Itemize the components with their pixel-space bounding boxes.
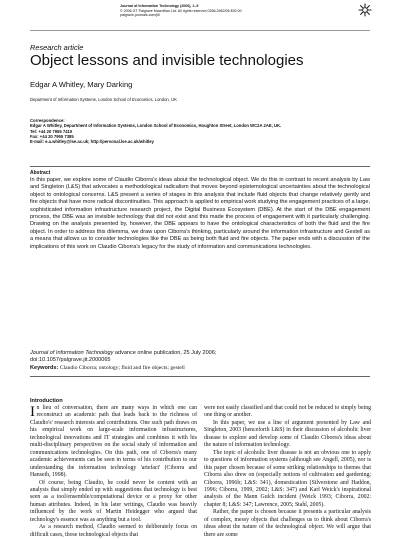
keywords-label: Keywords: (30, 365, 59, 371)
body-paragraph: Rather, the paper is chosen because it presents a particular analysis of complex, messy objects that challenges us to think about Ciborra's ideas about the nature of the technological object. We will argue that there are some (204, 509, 371, 538)
body-paragraph: The topic of alcoholic liver disease is not an obvious one to apply to questions of information systems (although see Angell, 2005), nor is this paper chosen because of some striking relationships to themes that Ciborra also drew on (especially notions of cultivation and gardening; Ciborra, 1996b; L&S: 341), domestication (Silverstone and Haddon, 1996; Ciborra, 1999, 2002; L&S: 347) and Karl Weick's inspirational analysis of the Mann Gulch incident (Weick 1993; Ciborra, 2002: chapter 8; L&S: 347; Lawrence, 2005; Stahl, 2005). (204, 449, 371, 508)
body-paragraph: Of course, being Claudio, he could never be content with an analysis that simply ended up with suggestions that technology is best seen as a tool/ensemble/computational device or a proxy for other human attributes. Indeed, in his later writings, Claudio was heavily influenced by the work of Martin Heidegger who argued that technology's essence was as anything but a tool. (30, 479, 197, 523)
citation-details: advance online publication, 25 July 2006; (113, 350, 217, 356)
abstract-bottom-rule (30, 376, 370, 377)
body-paragraph: As a research method, Claudio seemed to deliberately focus on difficult cases, those technological objects that (30, 524, 197, 538)
journal-url: palgrave-journals.com/jit/ (120, 13, 160, 18)
article-authors: Edgar A Whitley, Mary Darking (30, 80, 133, 89)
abstract-top-rule (30, 166, 370, 167)
body-column-left (30, 405, 197, 539)
correspondence-heading: Correspondence: (30, 118, 65, 123)
correspondence-address: Edgar A Whitley, Department of Information Systems, London School of Economics, Houghton Street, London WC2A 2AE, UK. (30, 123, 282, 129)
author-affiliation: Department of Information Systems, London School of Economics, London, UK (30, 97, 177, 102)
copyright-line: © 2006 JIT Palgrave Macmillan Ltd. All rights reserved 0268-3962/06 $30.00 (120, 8, 242, 13)
fax-label: Fax: (30, 133, 39, 139)
body-paragraph (30, 405, 197, 480)
paragraph-text: n lieu of conversation, there are many ways in which one can reconstruct an academic path that leads back to the richness of Claudio's' research interests and contributions. One such path draws on his empirical work on large-scale information infrastructures, technological innovations and IT strategies and combines it with his multi-disciplinary perspectives on the social study of information and communications technologies. On this path, one of Ciborra's many academic achievements can be seen in terms of his contribution to our understanding the information technology 'artefact' (Ciborra and Hanseth, 1998). (30, 405, 197, 479)
tel-label: Tel: (30, 128, 38, 134)
citation-block (30, 350, 370, 364)
body-column-right (204, 405, 371, 539)
article-type: Research article (30, 43, 84, 52)
abstract-heading: Abstract (30, 170, 51, 176)
body-paragraph: In this paper, we use a line of argument presented by Law and Singleton, 2003 (henceforth L&S) in their discussion of alcoholic liver disease to explore and develop some of Claudio Ciborra's ideas about the nature of information technology. (204, 419, 371, 449)
body-paragraph: were not easily classified and that could not be reduced to simply being one thing or another. (204, 405, 371, 419)
correspondence-block (30, 118, 370, 144)
email-value[interactable]: e.a.whitley@lse.ac.uk; http://personal.lse.ac.uk/whitley (45, 139, 154, 145)
citation-journal: Journal of Information Technology (30, 350, 114, 356)
citation-doi[interactable]: doi:10.1057/palgrave.jit.2000065 (30, 357, 111, 364)
header-rule (30, 30, 370, 31)
tel-value: +44 20 7955 7410 (38, 128, 73, 134)
publisher-logo-icon (358, 3, 372, 17)
journal-header (120, 4, 350, 18)
drop-cap: I (30, 403, 35, 420)
fax-value: +44 20 7955 7385 (39, 133, 74, 139)
abstract-text: In this paper, we explore some of Claudio Ciborra's ideas about the technological object. We do this in contrast to recent analysis by Law and Singleton (L&S) that advocates a methodological radicalism that moves beyond epistemological uncertainties about the technological object to ontological concerns. L&S present a series of stages in this analysis that include fluid objects that change relatively gently and fire objects that have more radical discontinuities. This approach is applied to empirical work studying the engagement practices of a large, sophisticated information infrastructure research project, the Digital Business Ecosystem (DBE). At the start of the DBE engagement process, the DBE was an invisible technology that did not exist and this made the process of engagement with it particularly challenging. Drawing on the analysis presented by, however, the DBE appears to have the ontological characteristics of both the fluid and the fire object. In order to address this dilemma, we draw upon Ciborra's thinking, particularly around the information infrastructure and Gestell as a means that allows us to consider technologies like the DBE as being both fluid and fire objects. The paper ends with a discussion of the implications of this work on Claudio Ciborra's legacy for the study of information and communications technologies. (30, 177, 370, 250)
introduction-heading: Introduction (30, 398, 63, 404)
email-label: E-mail: (30, 139, 44, 145)
journal-line: Journal of Information Technology (2006), 1–9 (120, 4, 199, 8)
email-row (30, 139, 370, 144)
article-title: Object lessons and invisible technologies (30, 52, 304, 69)
keywords-row (30, 365, 370, 371)
keywords-value: Claudio Ciborra; ontology; fluid and fire objects; gestell (59, 365, 185, 371)
